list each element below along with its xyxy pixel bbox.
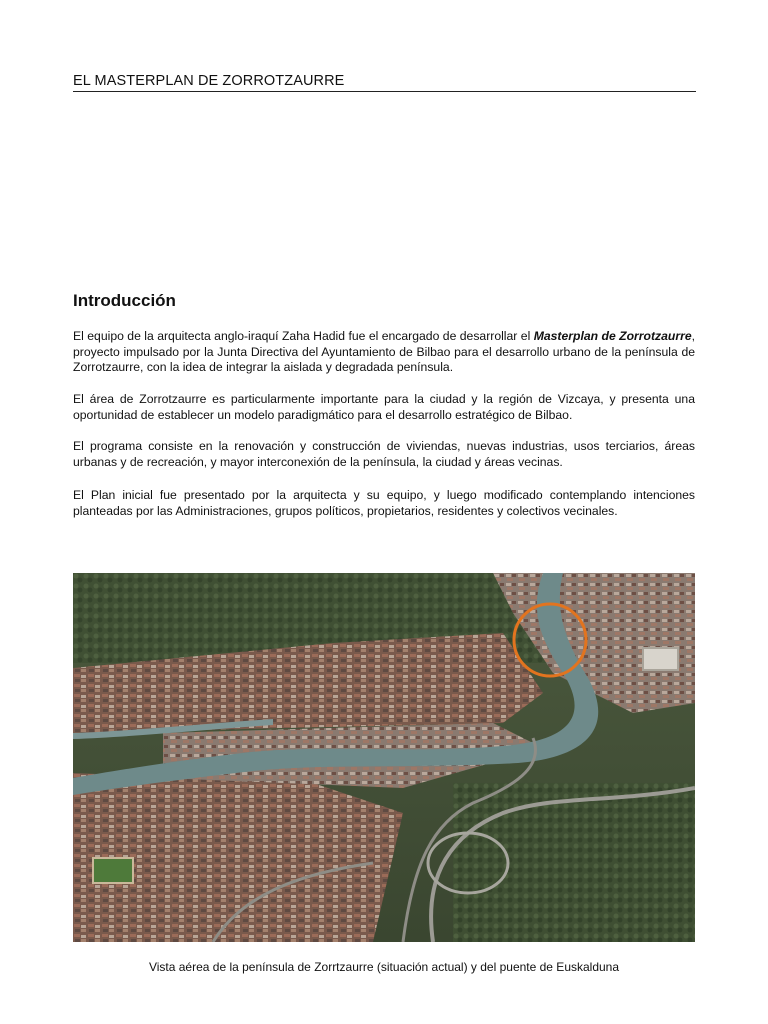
figure-caption: Vista aérea de la península de Zorrtzaurre (situación actual) y del puente de Euskalduna — [148, 960, 620, 974]
paragraph-text: , proyecto impulsado por la Junta Directiva del Ayuntamiento de Bilbao para el desarrollo urbano de la península de Zorrotzaurre, con la idea de integrar la aislada y degradada península. — [73, 329, 695, 374]
intro-paragraph-4: El Plan inicial fue presentado por la arquitecta y su equipo, y luego modificado contemplando intenciones planteadas por las Administraciones, grupos políticos, propietarios, residentes y colectivos vecinales. — [73, 488, 695, 518]
aerial-photo — [73, 573, 695, 942]
intro-paragraph-1 — [73, 329, 695, 376]
paragraph-text: El equipo de la arquitecta anglo-iraquí Zaha Hadid fue el encargado de desarrollar el — [73, 329, 534, 343]
intro-paragraph-2: El área de Zorrotzaurre es particularmente importante para la ciudad y la región de Vizcaya, y presenta una oportunidad de establecer un modelo paradigmático para el desarrollo estratégico de Bilbao. — [73, 392, 695, 422]
section-heading: Introducción — [73, 291, 176, 310]
masterplan-emphasis: Masterplan de Zorrotzaurre — [533, 329, 692, 343]
page-title: EL MASTERPLAN DE ZORROTZAURRE — [73, 72, 696, 92]
intro-paragraph-3: El programa consiste en la renovación y construcción de viviendas, nuevas industrias, usos terciarios, áreas urbanas y de recreación, y mayor interconexión de la península, la ciudad y áreas vecinas. — [73, 439, 695, 469]
